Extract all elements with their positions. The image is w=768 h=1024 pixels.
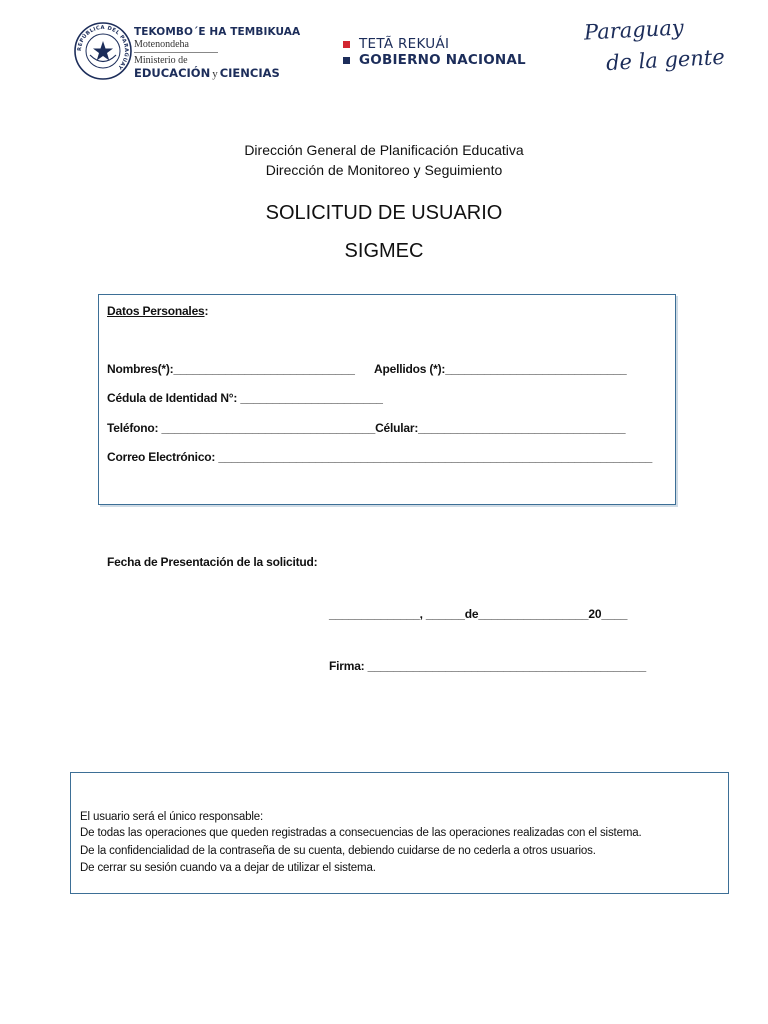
gov-red-square-icon (343, 41, 350, 48)
apellidos-field[interactable]: Apellidos (*):____________________________ (374, 362, 627, 376)
seal-text: REPÚBLICA DEL PARAGUAY (76, 24, 130, 71)
gov-line-guarani: TETÃ REKUÁI (359, 36, 450, 52)
gov-line-spanish: GOBIERNO NACIONAL (359, 52, 526, 68)
ministry-subtitle-guarani: Motenondeha (134, 39, 189, 50)
ministry-divider (134, 52, 218, 53)
ministry-subtitle: Ministerio de (134, 55, 188, 66)
notice-line-2: De todas las operaciones que queden registradas a consecuencias de las operaciones realizadas con el sistema. (80, 827, 642, 839)
date-line-field[interactable]: ______________, ______de_________________20____ (329, 607, 628, 621)
correo-field[interactable]: Correo Electrónico: ___________________________________________________________________ (107, 450, 653, 464)
notice-line-4: De cerrar su sesión cuando va a dejar de utilizar el sistema. (80, 862, 376, 874)
document-title: SOLICITUD DE USUARIO (265, 202, 503, 224)
telefono-celular-field[interactable]: Teléfono: _________________________________Célular:________________________________ (107, 421, 626, 435)
cedula-field[interactable]: Cédula de Identidad N°: ______________________ (107, 391, 383, 405)
gov-navy-square-icon (343, 57, 350, 64)
national-seal-logo (74, 22, 132, 80)
brand-line-2: de la gente (605, 44, 726, 76)
directorate-monitoring: Dirección de Monitoreo y Seguimiento (265, 162, 503, 178)
ministry-name-conj: y (212, 68, 218, 80)
government-logo (343, 36, 526, 68)
firma-field[interactable]: Firma: ___________________________________________ (329, 659, 646, 673)
document-subtitle: SIGMEC (344, 240, 424, 262)
ministry-name (134, 66, 304, 81)
notice-line-1: El usuario será el único responsable: (80, 811, 264, 823)
personal-data-colon: : (204, 304, 209, 318)
personal-data-heading (107, 304, 208, 318)
brand-line-1: Paraguay (583, 15, 685, 45)
ministry-title: TEKOMBO´E HA TEMBIKUAA (134, 26, 301, 38)
ministry-name-sciences: CIENCIAS (219, 66, 280, 80)
personal-data-label: Datos Personales (107, 304, 205, 318)
fecha-label: Fecha de Presentación de la solicitud: (107, 555, 318, 569)
ministry-logo (134, 26, 304, 81)
notice-line-3: De la confidencialidad de la contraseña de su cuenta, debiendo cuidarse de no cederla a otros usuarios. (80, 845, 596, 857)
nombres-field[interactable]: Nombres(*):____________________________ (107, 362, 355, 376)
paraguay-brand-logo (583, 15, 726, 84)
ministry-name-education: EDUCACIÓN (134, 66, 211, 80)
directorate-general: Dirección General de Planificación Educativa (244, 142, 524, 158)
